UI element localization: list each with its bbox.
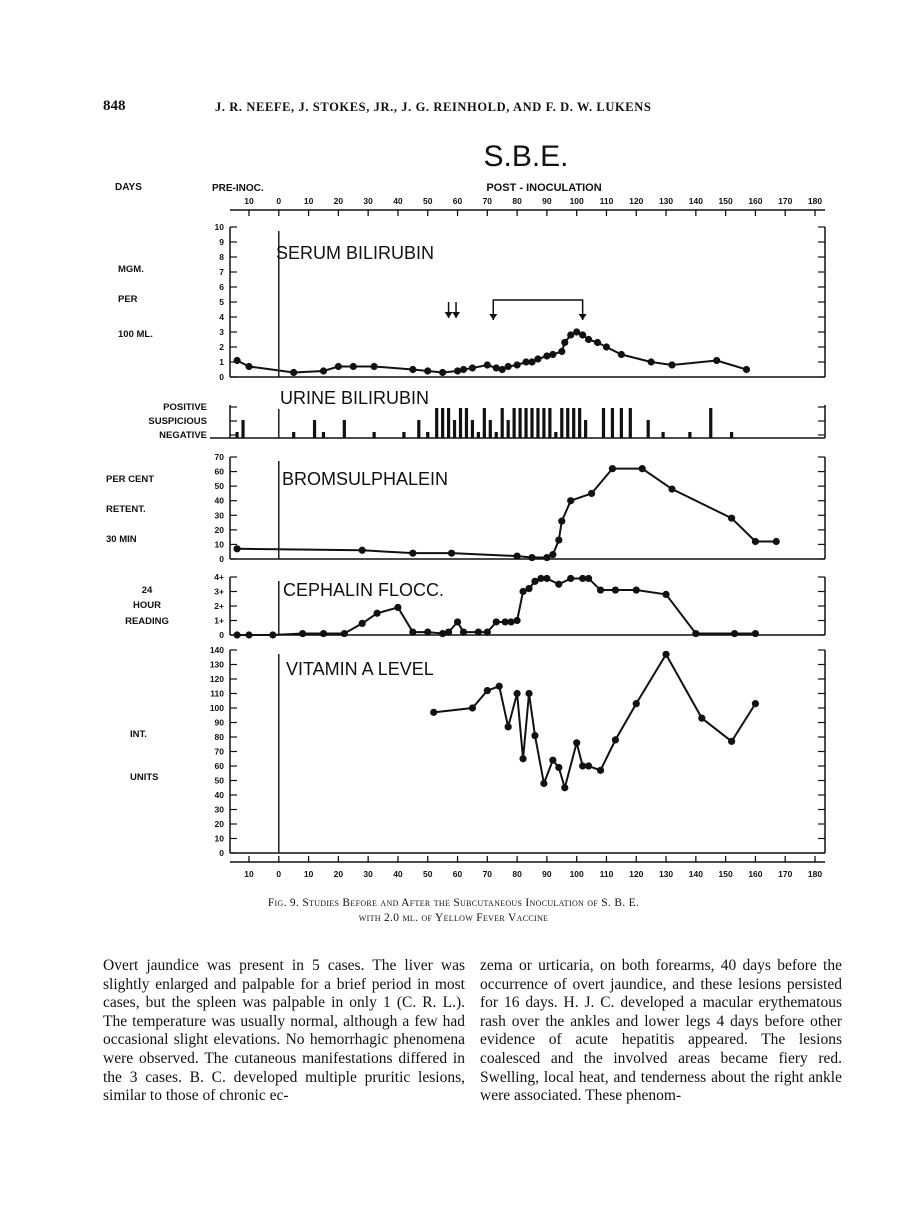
- urine-bar: [560, 408, 563, 438]
- x-tick-label: 10: [303, 869, 314, 879]
- y-tick-label: 1: [219, 357, 224, 367]
- data-point: [594, 339, 601, 346]
- data-point: [445, 629, 452, 636]
- x-tick-label: 80: [512, 196, 522, 206]
- x-tick-label: 20: [333, 196, 344, 206]
- data-point: [409, 629, 416, 636]
- top-x-axis: [230, 196, 825, 216]
- data-point: [609, 465, 616, 472]
- data-point: [350, 363, 357, 370]
- urine-bar: [536, 408, 539, 438]
- data-point: [525, 690, 532, 697]
- urine-bar: [524, 408, 527, 438]
- x-tick-label: 0: [276, 196, 282, 206]
- urine-bar: [730, 432, 733, 438]
- y-tick-label: 40: [214, 790, 224, 800]
- x-tick-label: 40: [393, 869, 403, 879]
- data-point: [612, 736, 619, 743]
- data-point: [290, 369, 297, 376]
- data-point: [549, 551, 556, 558]
- data-point: [484, 687, 491, 694]
- data-point: [585, 762, 592, 769]
- x-tick-label: 160: [748, 869, 763, 879]
- vitamin-a-panel: [130, 645, 825, 858]
- data-point: [567, 497, 574, 504]
- urine-level-label: POSITIVE: [163, 402, 207, 413]
- x-tick-label: 90: [542, 196, 552, 206]
- urine-bilirubin-panel: [148, 388, 825, 441]
- panel-title: VITAMIN A LEVEL: [286, 659, 434, 679]
- y-unit-label: 100 ML.: [118, 329, 153, 340]
- data-point: [648, 358, 655, 365]
- y-tick-label: 130: [209, 659, 224, 670]
- x-tick-label: 50: [423, 196, 433, 206]
- annotation-arrow-head: [579, 314, 587, 320]
- urine-bar: [441, 408, 444, 438]
- x-tick-label: 110: [599, 196, 614, 206]
- x-tick-label: 130: [658, 196, 674, 206]
- x-tick-label: 170: [778, 196, 793, 206]
- x-tick-label: 30: [363, 196, 373, 206]
- x-tick-label: 90: [542, 869, 552, 879]
- data-point: [618, 351, 625, 358]
- annotation-arrow-head: [445, 312, 453, 318]
- y-tick-label: 110: [210, 688, 224, 699]
- y-tick-label: 5: [219, 297, 224, 307]
- body-column-right: zema or urticaria, on both forearms, 40 days before the occurrence of overt jaundice, and these lesions persisted for 16 days. H. J. C. developed a macular erythematous rash over the ankles and lower legs 4 days before other evidence of acute hepatitis appeared. The lesions coalesced and the involved areas became fiery red. Swelling, local heat, and tenderness about the right ankle were associated. These phenom-: [480, 957, 842, 1105]
- data-point: [728, 515, 735, 522]
- y-tick-label: 3: [219, 327, 224, 337]
- pre-inoculation-label: PRE-INOC.: [212, 183, 264, 194]
- urine-bar: [241, 420, 244, 438]
- serum-bilirubin-panel: [118, 222, 825, 382]
- x-tick-label: 100: [569, 869, 584, 879]
- urine-bar: [447, 408, 450, 438]
- data-point: [555, 764, 562, 771]
- urine-bar: [566, 408, 569, 438]
- data-point: [371, 363, 378, 370]
- y-unit-label: PER: [118, 294, 138, 305]
- data-point: [508, 618, 515, 625]
- data-point: [525, 585, 532, 592]
- urine-bar: [501, 408, 504, 438]
- data-point: [245, 631, 252, 638]
- y-tick-label: 80: [214, 732, 224, 742]
- x-tick-label: 140: [688, 869, 703, 879]
- x-tick-label: 100: [569, 196, 584, 206]
- y-unit-label: INT.: [130, 729, 147, 740]
- urine-bar: [507, 420, 510, 438]
- y-tick-label: 140: [209, 645, 224, 655]
- x-tick-label: 60: [452, 869, 463, 879]
- data-point: [561, 339, 568, 346]
- y-tick-label: 4: [219, 312, 224, 322]
- panel-title: BROMSULPHALEIN: [282, 469, 449, 489]
- y-tick-label: 60: [214, 466, 224, 477]
- urine-bar: [402, 432, 405, 438]
- data-point: [713, 357, 720, 364]
- urine-bar: [435, 408, 438, 438]
- y-tick-label: 10: [214, 539, 224, 550]
- urine-level-label: NEGATIVE: [159, 430, 207, 441]
- urine-bar: [235, 432, 238, 438]
- y-tick-label: 7: [219, 267, 224, 277]
- data-point: [668, 361, 675, 368]
- data-point: [373, 610, 380, 617]
- data-point: [612, 586, 619, 593]
- y-tick-label: 30: [214, 804, 224, 815]
- data-point: [409, 366, 416, 373]
- data-point: [233, 357, 240, 364]
- data-point: [409, 550, 416, 557]
- y-tick-label: 20: [214, 819, 224, 829]
- urine-bar: [611, 408, 614, 438]
- data-point: [448, 550, 455, 557]
- panel-title: URINE BILIRUBIN: [280, 388, 430, 408]
- urine-bar: [584, 420, 587, 438]
- data-point: [493, 618, 500, 625]
- x-tick-label: 50: [423, 869, 433, 879]
- data-point: [773, 538, 780, 545]
- page-number: 848: [103, 98, 126, 114]
- data-point: [439, 630, 446, 637]
- y-unit-label: HOUR: [133, 600, 161, 611]
- urine-bar: [483, 408, 486, 438]
- urine-bar: [465, 408, 468, 438]
- data-point: [633, 586, 640, 593]
- urine-bar: [709, 408, 712, 438]
- data-point: [579, 331, 586, 338]
- urine-bar: [647, 420, 650, 438]
- x-tick-label: 10: [244, 869, 254, 879]
- data-point: [698, 715, 705, 722]
- urine-bar: [629, 408, 632, 438]
- data-point: [519, 755, 526, 762]
- y-tick-label: 70: [214, 452, 224, 462]
- x-tick-label: 150: [718, 869, 733, 879]
- data-point: [752, 700, 759, 707]
- data-point: [469, 364, 476, 371]
- data-point: [320, 630, 327, 637]
- x-tick-label: 120: [629, 869, 644, 879]
- running-authors: J. R. NEEFE, J. STOKES, JR., J. G. REINHOLD, AND F. D. W. LUKENS: [215, 100, 652, 114]
- data-point: [359, 620, 366, 627]
- data-point: [603, 343, 610, 350]
- x-tick-label: 140: [688, 196, 703, 206]
- data-point: [430, 709, 437, 716]
- bottom-x-axis: [230, 856, 825, 879]
- data-point: [743, 366, 750, 373]
- urine-bar: [453, 420, 456, 438]
- y-tick-label: 6: [219, 282, 224, 292]
- y-tick-label: 100: [209, 703, 224, 713]
- data-point: [496, 683, 503, 690]
- x-tick-label: 70: [482, 869, 493, 879]
- x-tick-label: 180: [807, 869, 823, 879]
- urine-bar: [518, 408, 521, 438]
- data-point: [299, 630, 306, 637]
- bromsulphalein-panel: [106, 452, 825, 564]
- urine-bar: [313, 420, 316, 438]
- y-tick-label: 50: [214, 775, 224, 786]
- data-point: [555, 536, 562, 543]
- y-tick-label: 90: [214, 717, 224, 728]
- y-tick-label: 3+: [214, 586, 224, 597]
- figure-title: S.B.E.: [483, 140, 569, 173]
- y-tick-label: 10: [214, 833, 224, 844]
- x-tick-label: 20: [333, 869, 344, 879]
- data-point: [558, 518, 565, 525]
- data-point: [424, 367, 431, 374]
- y-tick-label: 4+: [214, 572, 224, 582]
- y-unit-label: 24: [141, 585, 153, 596]
- data-point: [662, 591, 669, 598]
- data-point: [233, 631, 240, 638]
- urine-bar: [688, 432, 691, 438]
- urine-bar: [661, 432, 664, 438]
- y-tick-label: 0: [219, 554, 224, 564]
- urine-bar: [548, 408, 551, 438]
- y-unit-label: 30 MIN: [106, 534, 137, 545]
- x-tick-label: 10: [244, 196, 254, 206]
- data-point: [359, 547, 366, 554]
- data-point: [567, 575, 574, 582]
- x-tick-label: 110: [599, 869, 614, 879]
- data-point: [269, 631, 276, 638]
- data-point: [549, 351, 556, 358]
- data-point: [233, 545, 240, 552]
- caption-line-2: with 2.0 ml. of Yellow Fever Vaccine: [358, 912, 549, 924]
- data-point: [752, 630, 759, 637]
- y-tick-label: 9: [219, 237, 224, 247]
- post-inoculation-label: POST - INOCULATION: [486, 182, 602, 194]
- data-point: [597, 767, 604, 774]
- x-tick-label: 70: [482, 196, 493, 206]
- data-point: [505, 363, 512, 370]
- cephalin-flocc-panel: [125, 572, 825, 640]
- data-point: [728, 738, 735, 745]
- x-tick-label: 0: [276, 869, 282, 879]
- data-point: [484, 361, 491, 368]
- x-tick-label: 10: [303, 196, 314, 206]
- urine-bar: [554, 432, 557, 438]
- y-tick-label: 120: [209, 674, 224, 684]
- data-point: [531, 732, 538, 739]
- data-point: [424, 629, 431, 636]
- x-tick-label: 170: [778, 869, 793, 879]
- urine-bar: [602, 408, 605, 438]
- urine-level-label: SUSPICIOUS: [148, 416, 207, 427]
- y-tick-label: 2+: [214, 601, 224, 611]
- data-point: [668, 485, 675, 492]
- urine-bar: [426, 432, 429, 438]
- y-tick-label: 20: [214, 524, 224, 535]
- data-point: [460, 366, 467, 373]
- panel-title: SERUM BILIRUBIN: [276, 243, 435, 263]
- data-point: [543, 575, 550, 582]
- data-point: [484, 629, 491, 636]
- data-point: [588, 490, 595, 497]
- data-point: [505, 723, 512, 730]
- data-point: [528, 554, 535, 561]
- data-point: [514, 617, 521, 624]
- urine-bar: [477, 432, 480, 438]
- data-point: [633, 700, 640, 707]
- y-tick-label: 0: [219, 848, 224, 858]
- urine-bar: [542, 408, 545, 438]
- urine-bar: [471, 420, 474, 438]
- data-point: [514, 361, 521, 368]
- data-point: [558, 348, 565, 355]
- y-tick-label: 10: [214, 222, 224, 232]
- urine-bar: [489, 420, 492, 438]
- urine-bar: [343, 420, 346, 438]
- y-tick-label: 40: [214, 495, 224, 506]
- x-tick-label: 80: [512, 869, 522, 879]
- x-tick-label: 60: [452, 196, 463, 206]
- y-unit-label: MGM.: [118, 264, 144, 275]
- y-tick-label: 60: [214, 761, 224, 771]
- data-point: [573, 739, 580, 746]
- data-point: [597, 586, 604, 593]
- data-point: [320, 367, 327, 374]
- data-point: [585, 575, 592, 582]
- data-point: [514, 690, 521, 697]
- data-point: [439, 369, 446, 376]
- data-point: [662, 651, 669, 658]
- urine-bar: [620, 408, 623, 438]
- x-tick-label: 130: [658, 869, 674, 879]
- y-tick-label: 2: [219, 342, 224, 352]
- y-tick-label: 50: [214, 481, 224, 492]
- urine-bar: [495, 432, 498, 438]
- data-point: [245, 363, 252, 370]
- x-tick-label: 30: [363, 869, 373, 879]
- y-tick-label: 30: [214, 510, 224, 521]
- data-point: [335, 363, 342, 370]
- y-tick-label: 1+: [214, 615, 224, 626]
- urine-bar: [513, 408, 516, 438]
- data-point: [549, 757, 556, 764]
- y-unit-label: PER CENT: [106, 474, 155, 485]
- urine-bar: [459, 408, 462, 438]
- y-tick-label: 0: [219, 372, 224, 382]
- y-unit-label: READING: [125, 616, 169, 627]
- annotation-arrow-head: [489, 314, 497, 320]
- urine-bar: [292, 432, 295, 438]
- data-point: [561, 784, 568, 791]
- x-tick-label: 150: [718, 196, 733, 206]
- body-column-left: Overt jaundice was present in 5 cases. The liver was slightly enlarged and palpable for a brief period in most cases, but the spleen was palpable in only 1 (C. R. L.). The temperature was usually normal, although a few had occasional slight elevations. No hemorrhagic phenomena were observed. The cutaneous manifestations differed in the 3 cases. B. C. developed multiple pruritic lesions, similar to those of chronic ec-: [103, 957, 465, 1105]
- days-label: DAYS: [115, 182, 142, 193]
- urine-bar: [417, 420, 420, 438]
- y-tick-label: 0: [219, 630, 224, 640]
- urine-bar: [373, 432, 376, 438]
- data-point: [555, 581, 562, 588]
- x-tick-label: 40: [393, 196, 403, 206]
- x-tick-label: 160: [748, 196, 763, 206]
- data-point: [454, 618, 461, 625]
- data-point: [394, 604, 401, 611]
- annotation-arrow-head: [452, 312, 460, 318]
- urine-bar: [322, 432, 325, 438]
- y-unit-label: RETENT.: [106, 504, 146, 515]
- data-point: [534, 355, 541, 362]
- data-point: [752, 538, 759, 545]
- data-point: [731, 630, 738, 637]
- series-line: [434, 654, 756, 787]
- urine-bar: [578, 408, 581, 438]
- data-point: [475, 629, 482, 636]
- caption-line-1: Fig. 9. Studies Before and After the Subcutaneous Inoculation of S. B. E.: [267, 897, 640, 909]
- data-point: [585, 336, 592, 343]
- data-point: [692, 630, 699, 637]
- urine-bar: [530, 408, 533, 438]
- figure-caption: [0, 896, 907, 926]
- data-point: [514, 552, 521, 559]
- data-point: [460, 629, 467, 636]
- data-point: [341, 630, 348, 637]
- x-tick-label: 180: [807, 196, 823, 206]
- x-tick-label: 120: [629, 196, 644, 206]
- y-tick-label: 8: [219, 252, 224, 262]
- y-tick-label: 70: [214, 746, 224, 757]
- data-point: [639, 465, 646, 472]
- data-point: [469, 704, 476, 711]
- data-point: [540, 780, 547, 787]
- panel-title: CEPHALIN FLOCC.: [283, 580, 445, 600]
- annotation-bracket: [493, 300, 582, 304]
- y-unit-label: UNITS: [130, 772, 159, 783]
- urine-bar: [572, 408, 575, 438]
